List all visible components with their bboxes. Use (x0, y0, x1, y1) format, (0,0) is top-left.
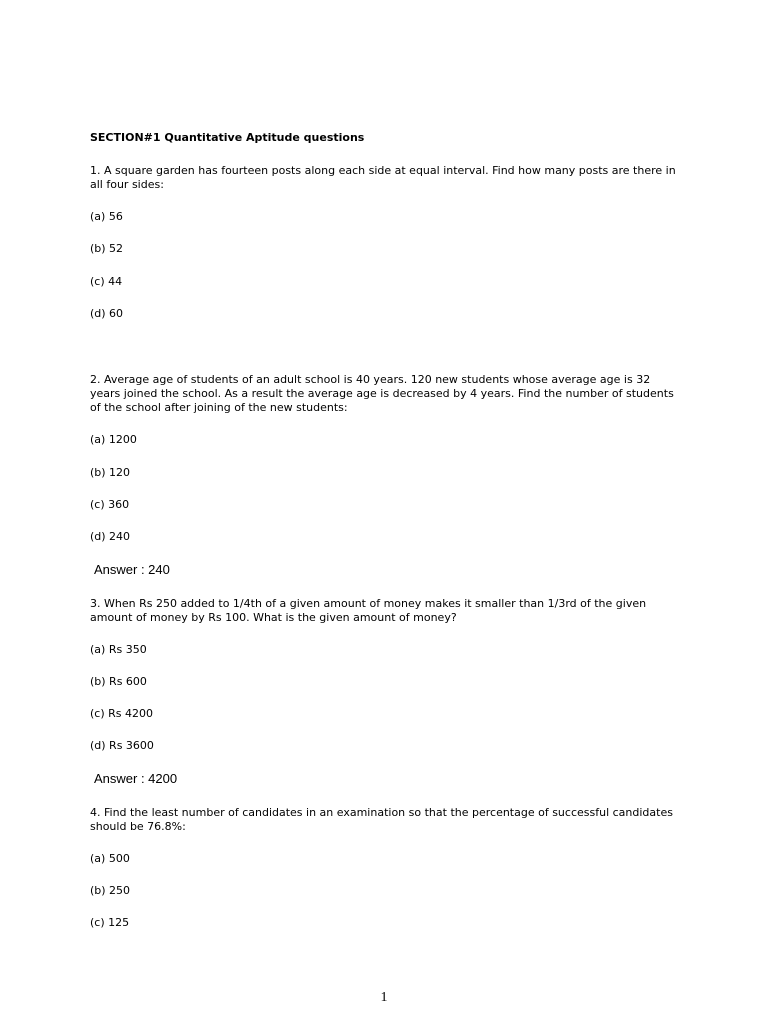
question-1-option-d: (d) 60 (90, 307, 124, 320)
question-3-option-a: (a) Rs 350 (90, 643, 147, 656)
question-2-answer: Answer : 240 (94, 562, 170, 577)
question-2-option-b: (b) 120 (90, 466, 131, 479)
question-4-option-b: (b) 250 (90, 884, 131, 897)
question-3-option-c: (c) Rs 4200 (90, 707, 153, 720)
question-1-option-b: (b) 52 (90, 242, 124, 255)
question-2-option-d: (d) 240 (90, 530, 131, 543)
question-1-option-c: (c) 44 (90, 275, 123, 288)
question-3-option-b: (b) Rs 600 (90, 675, 147, 688)
question-2-text: 2. Average age of students of an adult school is 40 years. 120 new students whose average age is 32 years joined the school. As a result the average age is decreased by 4 years. Find the number of students of the school after joining of the new students: (90, 373, 674, 414)
question-4-option-a: (a) 500 (90, 852, 130, 865)
question-4-option-c: (c) 125 (90, 916, 130, 929)
question-4-text: 4. Find the least number of candidates in an examination so that the percentage of successful candidates should be 76.8%: (90, 806, 673, 833)
page-number: 1 (380, 990, 388, 1005)
question-3-text: 3. When Rs 250 added to 1/4th of a given amount of money makes it smaller than 1/3rd of the given amount of money by Rs 100. What is the given amount of money? (90, 597, 647, 624)
question-2-option-a: (a) 1200 (90, 433, 137, 446)
question-2-option-c: (c) 360 (90, 498, 130, 511)
question-1-text: 1. A square garden has fourteen posts along each side at equal interval. Find how many posts are there in all four sides: (90, 164, 676, 191)
question-1-option-a: (a) 56 (90, 210, 123, 223)
question-3-answer: Answer : 4200 (94, 771, 178, 786)
section-title: SECTION#1 Quantitative Aptitude questions (90, 131, 365, 144)
question-3-option-d: (d) Rs 3600 (90, 739, 154, 752)
